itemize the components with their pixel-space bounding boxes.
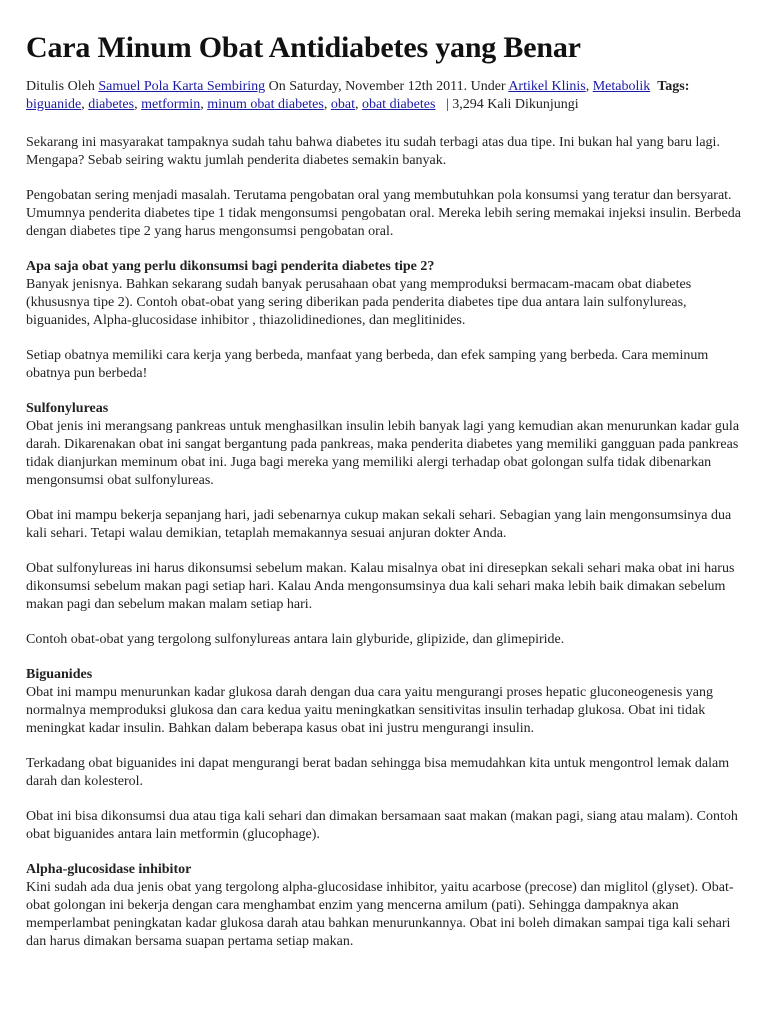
- section-heading: Alpha-glucosidase inhibitor: [26, 862, 192, 877]
- written-by-label: Ditulis Oleh: [26, 79, 95, 94]
- category-link-metabolik[interactable]: Metabolik: [592, 79, 651, 94]
- section-body: Obat jenis ini merangsang pankreas untuk menghasilkan insulin lebih banyak lagi yang kemudian akan menurunkan kadar gula darah. Dikarenakan obat ini sangat bergantung pada pankreas, maka penderita diabetes yang memiliki gangguan pada pankreas tidak dianjurkan meminum obat ini. Juga bagi mereka yang memiliki alergi terhadap obat golongan sulfa tidak dibenarkan mengonsumsi obat sulfonylureas.: [26, 419, 740, 488]
- tag-link[interactable]: diabetes: [88, 97, 135, 112]
- intro-paragraph: Sekarang ini masyarakat tampaknya sudah tahu bahwa diabetes itu sudah terbagi atas dua tipe. Ini bukan hal yang baru lagi. Mengapa? Sebab seiring waktu jumlah penderita diabetes semakin banyak.: [26, 135, 720, 168]
- body-paragraph: Obat sulfonylureas ini harus dikonsumsi sebelum makan. Kalau misalnya obat ini diresepkan sekali sehari maka obat ini harus dikonsumsi sebelum makan pagi setiap hari. Kalau Anda mengonsumsinya dua kali sehari maka lebih baik dimakan sebelum makan pagi dan sebelum makan malam setiap hari.: [26, 561, 735, 612]
- section-heading: Sulfonylureas: [26, 401, 109, 416]
- question-heading: Apa saja obat yang perlu dikonsumsi bagi penderita diabetes tipe 2?: [26, 259, 435, 274]
- question-section: [26, 258, 742, 330]
- tag-link[interactable]: obat diabetes: [361, 97, 436, 112]
- author-link[interactable]: Samuel Pola Karta Sembiring: [98, 79, 266, 94]
- tag-link[interactable]: minum obat diabetes: [207, 97, 324, 112]
- tag-link[interactable]: biguanide: [26, 97, 82, 112]
- tag-link[interactable]: obat: [330, 97, 355, 112]
- tags-label: Tags:: [657, 79, 690, 94]
- body-paragraph: Contoh obat-obat yang tergolong sulfonylureas antara lain glyburide, glipizide, dan glimepiride.: [26, 632, 565, 647]
- visit-count: | 3,294 Kali Dikunjungi: [445, 97, 579, 112]
- section-body: Obat ini mampu menurunkan kadar glukosa darah dengan dua cara yaitu mengurangi proses hepatic gluconeogenesis yang normalnya memproduksi glukosa dan cara kedua yaitu meningkatkan sensitivitas insulin terhadap glukosa. Obat ini tidak meningkat kadar insulin. Bahkan dalam beberapa kasus obat ini justru mengurangi insulin.: [26, 685, 713, 736]
- section-heading: Biguanides: [26, 667, 93, 682]
- biguanides-section: [26, 666, 742, 738]
- body-paragraph: Setiap obatnya memiliki cara kerja yang berbeda, manfaat yang berbeda, dan efek samping yang berbeda. Cara meminum obatnya pun berbeda!: [26, 348, 709, 381]
- intro-paragraph: Pengobatan sering menjadi masalah. Terutama pengobatan oral yang membutuhkan pola konsumsi yang teratur dan bersyarat. Umumnya penderita diabetes tipe 1 tidak mengonsumsi pengobatan oral. Mereka lebih sering memakai injeksi insulin. Berbeda dengan diabetes tipe 2 yang harus mengonsumsi pengobatan oral.: [26, 188, 741, 239]
- question-body: Banyak jenisnya. Bahkan sekarang sudah banyak perusahaan obat yang memproduksi bermacam-macam obat diabetes (khususnya tipe 2). Contoh obat-obat yang sering diberikan pada penderita diabetes tipe dua antara lain sulfonylureas, biguanides, Alpha-glucosidase inhibitor , thiazolidinediones, dan meglitinides.: [26, 277, 692, 328]
- article-title: Cara Minum Obat Antidiabetes yang Benar: [26, 31, 581, 64]
- sulfonylureas-section: [26, 400, 742, 490]
- body-paragraph: Terkadang obat biguanides ini dapat mengurangi berat badan sehingga bisa memudahkan kita untuk mengontrol lemak dalam darah dan kolesterol.: [26, 756, 730, 789]
- article-meta: Ditulis Oleh Samuel Pola Karta Sembiring On Saturday, November 12th 2011. Under Artikel Klinis, Metabolik Tags: biguanide, diabetes, metformin, minum obat diabetes, obat, obat diabetes | 3,294 Kali Dikunjungi: [26, 79, 690, 112]
- tag-link[interactable]: metformin: [141, 97, 201, 112]
- body-paragraph: Obat ini mampu bekerja sepanjang hari, jadi sebenarnya cukup makan sekali sehari. Sebagian yang lain mengonsumsinya dua kali sehari. Tetapi walau demikian, tetaplah memakannya sesuai anjuran dokter Anda.: [26, 508, 732, 541]
- section-body: Kini sudah ada dua jenis obat yang tergolong alpha-glucosidase inhibitor, yaitu acarbose (precose) dan miglitol (glyset). Obat-obat golongan ini bekerja dengan cara menghambat enzim yang mencerna amilum (pati). Sehingga dampaknya akan memperlambat peningkatan kadar glukosa darah atau bahkan menurunkannya. Obat ini boleh dimakan sampai tiga kali sehari dan harus dimakan bersama suapan pertama setiap makan.: [26, 880, 734, 949]
- alpha-glucosidase-section: [26, 861, 742, 951]
- body-paragraph: Obat ini bisa dikonsumsi dua atau tiga kali sehari dan dimakan bersamaan saat makan (makan pagi, siang atau malam). Contoh obat biguanides antara lain metformin (glucophage).: [26, 809, 738, 842]
- date-text: On Saturday, November 12th 2011. Under: [268, 79, 506, 94]
- category-link-artikel-klinis[interactable]: Artikel Klinis: [508, 79, 586, 94]
